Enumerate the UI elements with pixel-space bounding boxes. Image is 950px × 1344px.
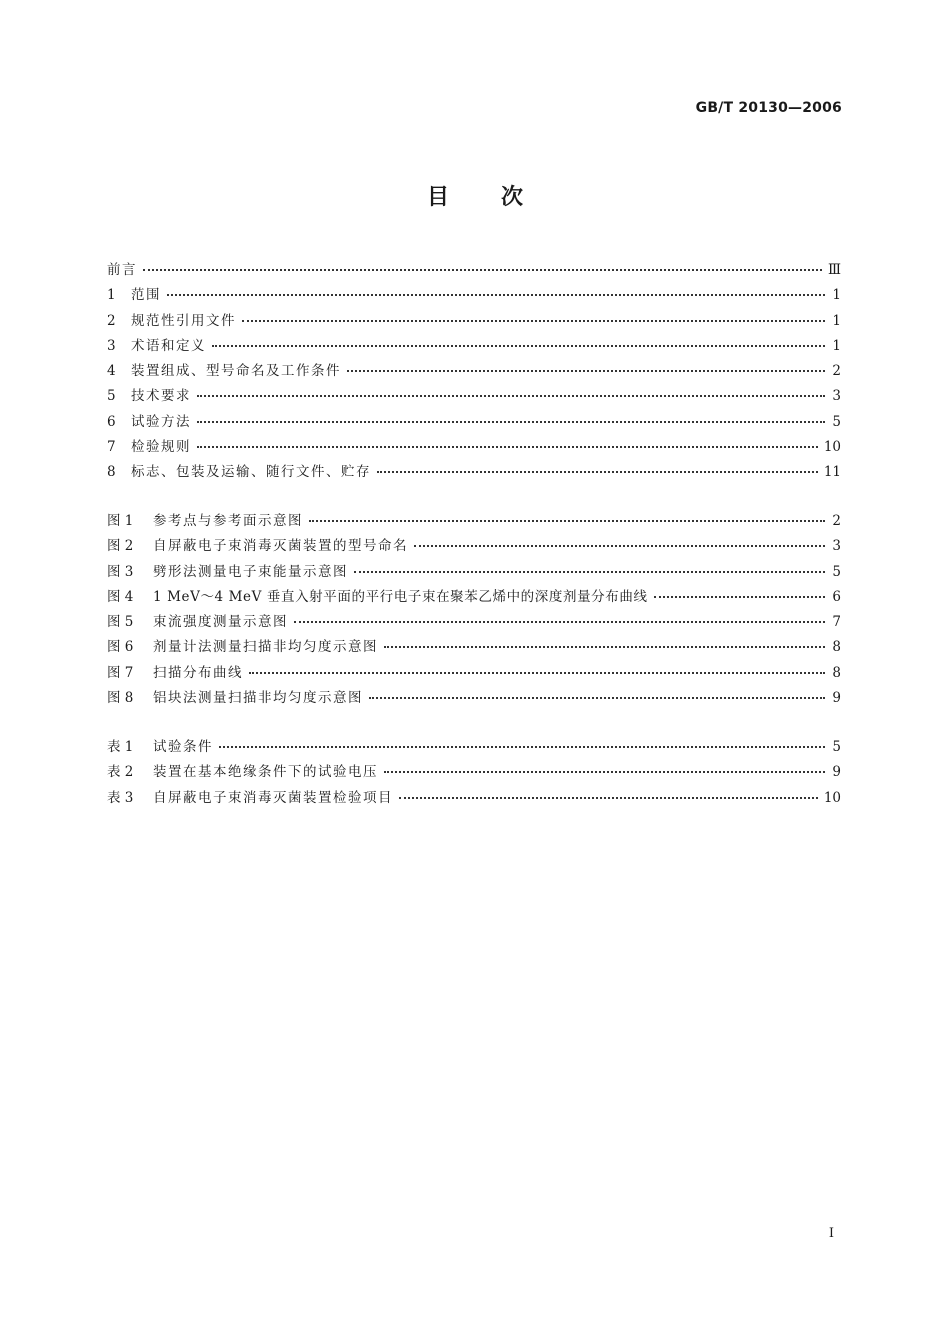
- dot-leader: [249, 672, 825, 674]
- dot-leader: [167, 294, 825, 296]
- toc-entry-number: 6: [107, 413, 116, 430]
- toc-tables: [107, 735, 841, 811]
- toc-entry-page: 10: [823, 789, 841, 806]
- toc-entry-label: 束流强度测量示意图: [153, 614, 288, 631]
- toc-entry-page: 1: [832, 287, 841, 304]
- toc-entry-number: 图 8: [107, 690, 134, 707]
- toc-entry-label: 前言: [107, 262, 137, 278]
- toc-entry[interactable]: [107, 258, 841, 283]
- page-title-left: 目: [426, 185, 449, 210]
- toc-entry-number: 表 1: [107, 739, 134, 755]
- toc-entry[interactable]: [107, 334, 841, 359]
- toc-entry-page: Ⅲ: [827, 262, 841, 278]
- toc-entry-number: 图 3: [107, 563, 134, 580]
- toc-entry-page: 8: [832, 639, 841, 656]
- toc-entry-label: 劈形法测量电子束能量示意图: [153, 563, 348, 580]
- toc-entry-page: 11: [823, 464, 841, 481]
- toc-entry[interactable]: [107, 309, 841, 334]
- toc-entry-label: 扫描分布曲线: [153, 664, 243, 681]
- toc-entry[interactable]: [107, 435, 841, 460]
- toc-entry[interactable]: [107, 384, 841, 409]
- dot-leader: [212, 345, 825, 347]
- toc-figure-entry[interactable]: [107, 661, 841, 686]
- page-title: [0, 180, 950, 211]
- dot-leader: [143, 269, 822, 271]
- dot-leader: [384, 646, 825, 648]
- toc-entry[interactable]: [107, 410, 841, 435]
- toc-entry-page: 1: [832, 312, 841, 329]
- toc-figure-entry[interactable]: [107, 635, 841, 660]
- page-number: I: [828, 1226, 834, 1241]
- toc-entry-label: 1 MeV～4 MeV 垂直入射平面的平行电子束在聚苯乙烯中的深度剂量分布曲线: [153, 588, 648, 605]
- toc-table-entry[interactable]: [107, 786, 841, 811]
- toc-entry-page: 1: [832, 337, 841, 354]
- toc-entry-number: 表 3: [107, 789, 134, 806]
- toc-entry-page: 3: [832, 538, 841, 555]
- toc-entry-number: 4: [107, 363, 116, 380]
- toc-entry-label: 自屏蔽电子束消毒灭菌装置检验项目: [153, 789, 393, 806]
- toc-entry-label: 技术要求: [131, 388, 191, 405]
- toc-entry-number: 2: [107, 312, 116, 329]
- toc-entry-number: 图 6: [107, 639, 134, 656]
- toc-entry-page: 2: [832, 513, 841, 529]
- toc-entry-number: 图 4: [107, 588, 134, 605]
- toc-entry-label: 试验方法: [131, 413, 191, 430]
- toc-entry-label: 自屏蔽电子束消毒灭菌装置的型号命名: [153, 538, 408, 555]
- toc-entry-label: 剂量计法测量扫描非均匀度示意图: [153, 639, 378, 656]
- toc-entry-label: 术语和定义: [131, 337, 206, 354]
- dot-leader: [309, 520, 825, 522]
- dot-leader: [347, 370, 825, 372]
- toc-entry[interactable]: [107, 283, 841, 308]
- toc-entry-number: 5: [107, 388, 116, 405]
- toc-entry-page: 9: [832, 690, 841, 707]
- toc-table-entry[interactable]: [107, 760, 841, 785]
- dot-leader: [399, 797, 818, 799]
- toc-figure-entry[interactable]: [107, 610, 841, 635]
- toc-figure-entry[interactable]: [107, 534, 841, 559]
- toc-entry-label: 装置组成、型号命名及工作条件: [131, 363, 341, 380]
- toc-entry-label: 规范性引用文件: [131, 312, 236, 329]
- toc-figure-entry[interactable]: [107, 585, 841, 610]
- dot-leader: [414, 545, 825, 547]
- toc-entry-number: 7: [107, 439, 116, 456]
- toc-entry-number: 表 2: [107, 764, 134, 781]
- toc-entry-page: 2: [832, 363, 841, 380]
- toc-entry-page: 5: [832, 563, 841, 580]
- toc-entry-label: 试验条件: [153, 739, 213, 755]
- dot-leader: [377, 471, 818, 473]
- toc-figures: [107, 509, 841, 711]
- toc-entry[interactable]: [107, 359, 841, 384]
- toc-entry-label: 参考点与参考面示意图: [153, 513, 303, 529]
- toc-entry-number: 图 7: [107, 664, 134, 681]
- toc-entry-page: 5: [832, 413, 841, 430]
- toc-entry-number: 3: [107, 337, 116, 354]
- toc-figure-entry[interactable]: [107, 686, 841, 711]
- dot-leader: [197, 395, 825, 397]
- standard-code: GB/T 20130—2006: [695, 100, 842, 116]
- toc-sections: [107, 258, 841, 486]
- toc-entry-label: 范围: [131, 287, 161, 304]
- toc-entry-page: 9: [832, 764, 841, 781]
- toc-table-entry[interactable]: [107, 735, 841, 760]
- toc-entry-page: 10: [823, 439, 841, 456]
- dot-leader: [294, 621, 825, 623]
- dot-leader: [369, 697, 825, 699]
- toc-entry-page: 5: [832, 739, 841, 755]
- toc-entry-number: 图 1: [107, 513, 134, 529]
- toc-figure-entry[interactable]: [107, 560, 841, 585]
- toc-entry-page: 3: [832, 388, 841, 405]
- dot-leader: [242, 320, 825, 322]
- toc-entry-page: 7: [832, 614, 841, 631]
- dot-leader: [219, 746, 825, 748]
- toc-entry-page: 8: [832, 664, 841, 681]
- toc-entry-number: 图 5: [107, 614, 134, 631]
- toc-entry-page: 6: [832, 588, 841, 605]
- toc-entry-number: 图 2: [107, 538, 134, 555]
- toc-entry-label: 铝块法测量扫描非均匀度示意图: [153, 690, 363, 707]
- dot-leader: [384, 771, 825, 773]
- toc-entry-label: 标志、包装及运输、随行文件、贮存: [131, 464, 371, 481]
- toc-entry-number: 1: [107, 287, 116, 304]
- toc-entry[interactable]: [107, 460, 841, 485]
- dot-leader: [654, 596, 825, 598]
- dot-leader: [354, 571, 825, 573]
- toc-entry-label: 检验规则: [131, 439, 191, 456]
- dot-leader: [197, 446, 818, 448]
- page-title-right: 次: [501, 185, 524, 210]
- toc-entry-number: 8: [107, 464, 116, 481]
- toc-figure-entry[interactable]: [107, 509, 841, 534]
- dot-leader: [197, 421, 825, 423]
- toc-entry-label: 装置在基本绝缘条件下的试验电压: [153, 764, 378, 781]
